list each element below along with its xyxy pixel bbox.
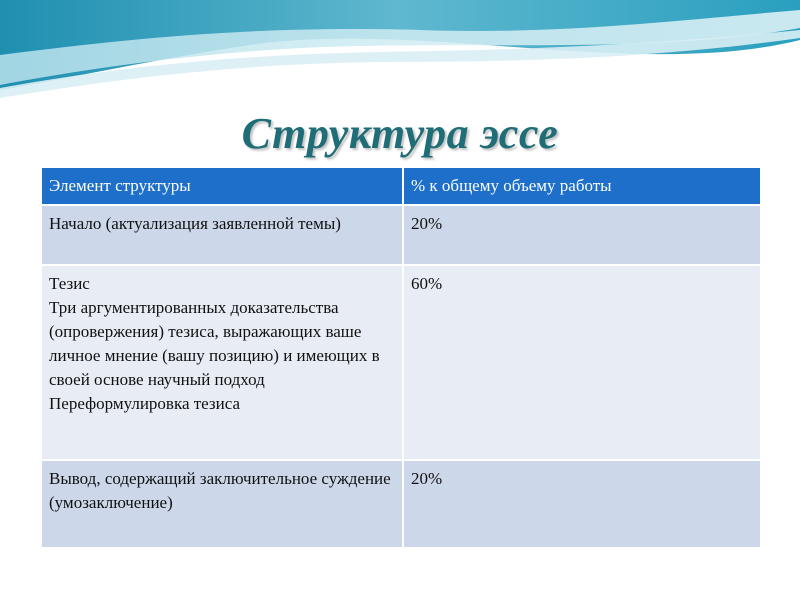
cell-text: Вывод, содержащий заключительное суждение (умозаключение)	[49, 469, 391, 512]
element-cell	[41, 265, 403, 460]
cell-text: Тезис	[49, 274, 90, 293]
cell-text: Начало (актуализация заявленной темы)	[49, 214, 341, 233]
essay-structure-table	[40, 166, 762, 549]
cell-text: Переформулировка тезиса	[49, 394, 241, 413]
table-row	[41, 205, 761, 265]
column-header-percent: % к общему объему работы	[403, 167, 761, 205]
element-cell	[41, 460, 403, 548]
table-header-row	[41, 167, 761, 205]
cell-text: Три аргументированных доказательства (опровержения) тезиса, выражающих ваше личное мнение (вашу позицию) и имеющих в своей основе научный подход	[49, 298, 380, 389]
column-header-element: Элемент структуры	[41, 167, 403, 205]
page-title: Структура эссе	[241, 109, 559, 158]
decorative-waves	[0, 0, 800, 100]
table-row	[41, 460, 761, 548]
percent-cell: 20%	[403, 205, 761, 265]
percent-cell: 60%	[403, 265, 761, 460]
percent-cell: 20%	[403, 460, 761, 548]
element-cell	[41, 205, 403, 265]
table-row	[41, 265, 761, 460]
